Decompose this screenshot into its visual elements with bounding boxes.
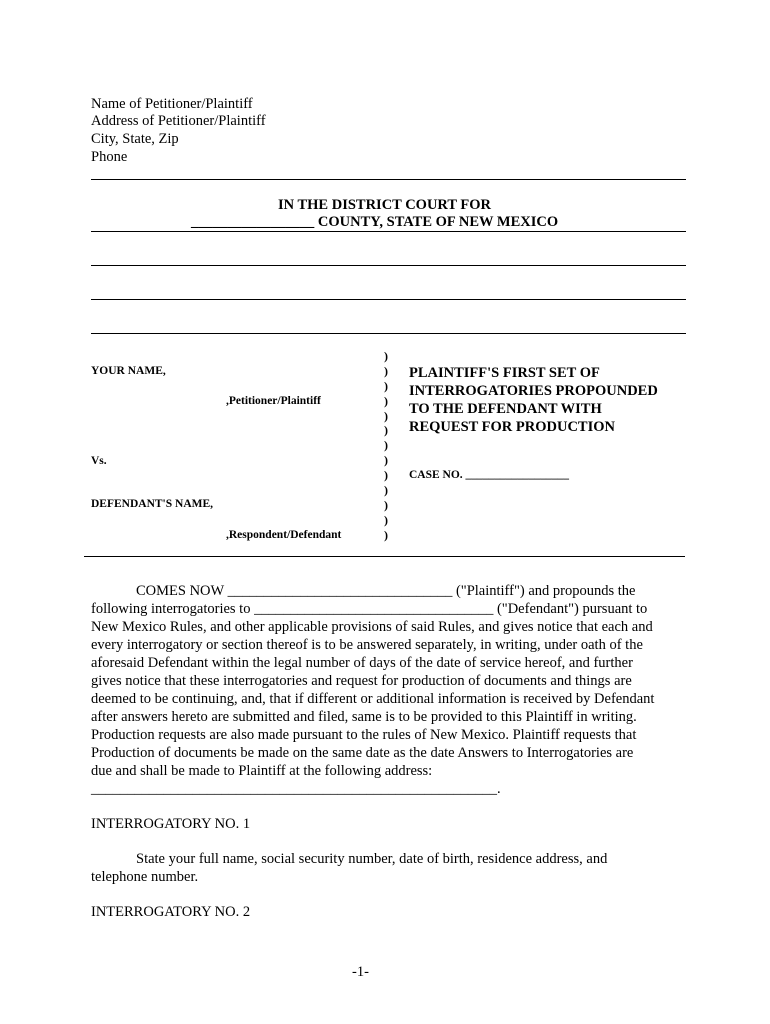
paren: ) xyxy=(384,349,388,363)
body-line: following interrogatories to _________________________________ ("Defendant") pursuant to xyxy=(91,601,648,617)
paren: ) xyxy=(384,527,388,542)
paren: ) xyxy=(384,438,388,453)
paren: ) xyxy=(384,512,388,527)
body-line: after answers hereto are submitted and filed, same is to be provided to this Plaintiff in writing. xyxy=(91,709,637,725)
body-line: every interrogatory or section thereof is to be answered separately, in writing, under oath of the xyxy=(91,637,643,653)
caption-paren-column xyxy=(384,349,388,543)
caption-vs: Vs. xyxy=(91,455,107,467)
body-line: gives notice that these interrogatories and request for production of documents and things are xyxy=(91,673,632,689)
blank-rule-2 xyxy=(91,299,686,300)
blank-rule-3 xyxy=(91,333,686,334)
document-title-line: TO THE DEFENDANT WITH xyxy=(409,401,602,417)
body-line: Production requests are also made pursuant to the rules of New Mexico. Plaintiff requests that xyxy=(91,727,637,743)
body-line: COMES NOW _______________________________ ("Plaintiff") and propounds the xyxy=(136,583,636,599)
document-title xyxy=(409,364,658,436)
paren: ) xyxy=(384,453,388,468)
interrogatory-1-text-cont: telephone number. xyxy=(91,869,199,885)
caption-petitioner-role: ,Petitioner/Plaintiff xyxy=(226,395,321,407)
paren: ) xyxy=(384,393,388,408)
paren: ) xyxy=(384,468,388,483)
paren: ) xyxy=(384,423,388,438)
header-divider xyxy=(91,179,686,180)
caption-defendant-name: DEFENDANT'S NAME, xyxy=(91,498,214,510)
address-blank-line: ________________________________________________________. xyxy=(91,781,501,797)
paren: ) xyxy=(384,378,388,393)
paren: ) xyxy=(384,363,388,378)
blank-rule-1 xyxy=(91,265,686,266)
court-underline xyxy=(91,231,686,232)
body-line: deemed to be continuing, and, that if different or additional information is received by Defendant xyxy=(91,691,655,707)
caption-respondent-role: ,Respondent/Defendant xyxy=(226,529,342,541)
petitioner-phone-label: Phone xyxy=(91,149,128,165)
interrogatory-1-heading: INTERROGATORY NO. 1 xyxy=(91,816,251,832)
court-heading-line1: IN THE DISTRICT COURT FOR xyxy=(278,197,492,213)
body-line: due and shall be made to Plaintiff at the following address: xyxy=(91,763,433,779)
page-number: -1- xyxy=(352,964,369,980)
paren: ) xyxy=(384,497,388,512)
court-heading-line2 xyxy=(191,213,558,231)
petitioner-name-label: Name of Petitioner/Plaintiff xyxy=(91,96,253,112)
petitioner-address-label: Address of Petitioner/Plaintiff xyxy=(91,113,266,129)
petitioner-city-label: City, State, Zip xyxy=(91,131,179,147)
case-number-field: CASE NO. __________________ xyxy=(409,469,570,481)
interrogatory-2-heading: INTERROGATORY NO. 2 xyxy=(91,904,251,920)
document-title-line: REQUEST FOR PRODUCTION xyxy=(409,419,615,435)
body-line: New Mexico Rules, and other applicable provisions of said Rules, and gives notice that each and xyxy=(91,619,653,635)
paren: ) xyxy=(384,408,388,423)
body-line: aforesaid Defendant within the legal number of days of the date of service hereof, and further xyxy=(91,655,633,671)
caption-your-name: YOUR NAME, xyxy=(91,365,166,377)
body-line: Production of documents be made on the same date as the date Answers to Interrogatories are xyxy=(91,745,634,761)
interrogatory-1-text: State your full name, social security number, date of birth, residence address, and xyxy=(136,851,608,867)
caption-divider xyxy=(84,556,685,557)
document-title-line: PLAINTIFF'S FIRST SET OF xyxy=(409,365,600,381)
county-blank: _________________ xyxy=(191,214,315,230)
county-state-text: COUNTY, STATE OF NEW MEXICO xyxy=(314,214,559,230)
paren: ) xyxy=(384,483,388,498)
document-title-line: INTERROGATORIES PROPOUNDED xyxy=(409,383,658,399)
